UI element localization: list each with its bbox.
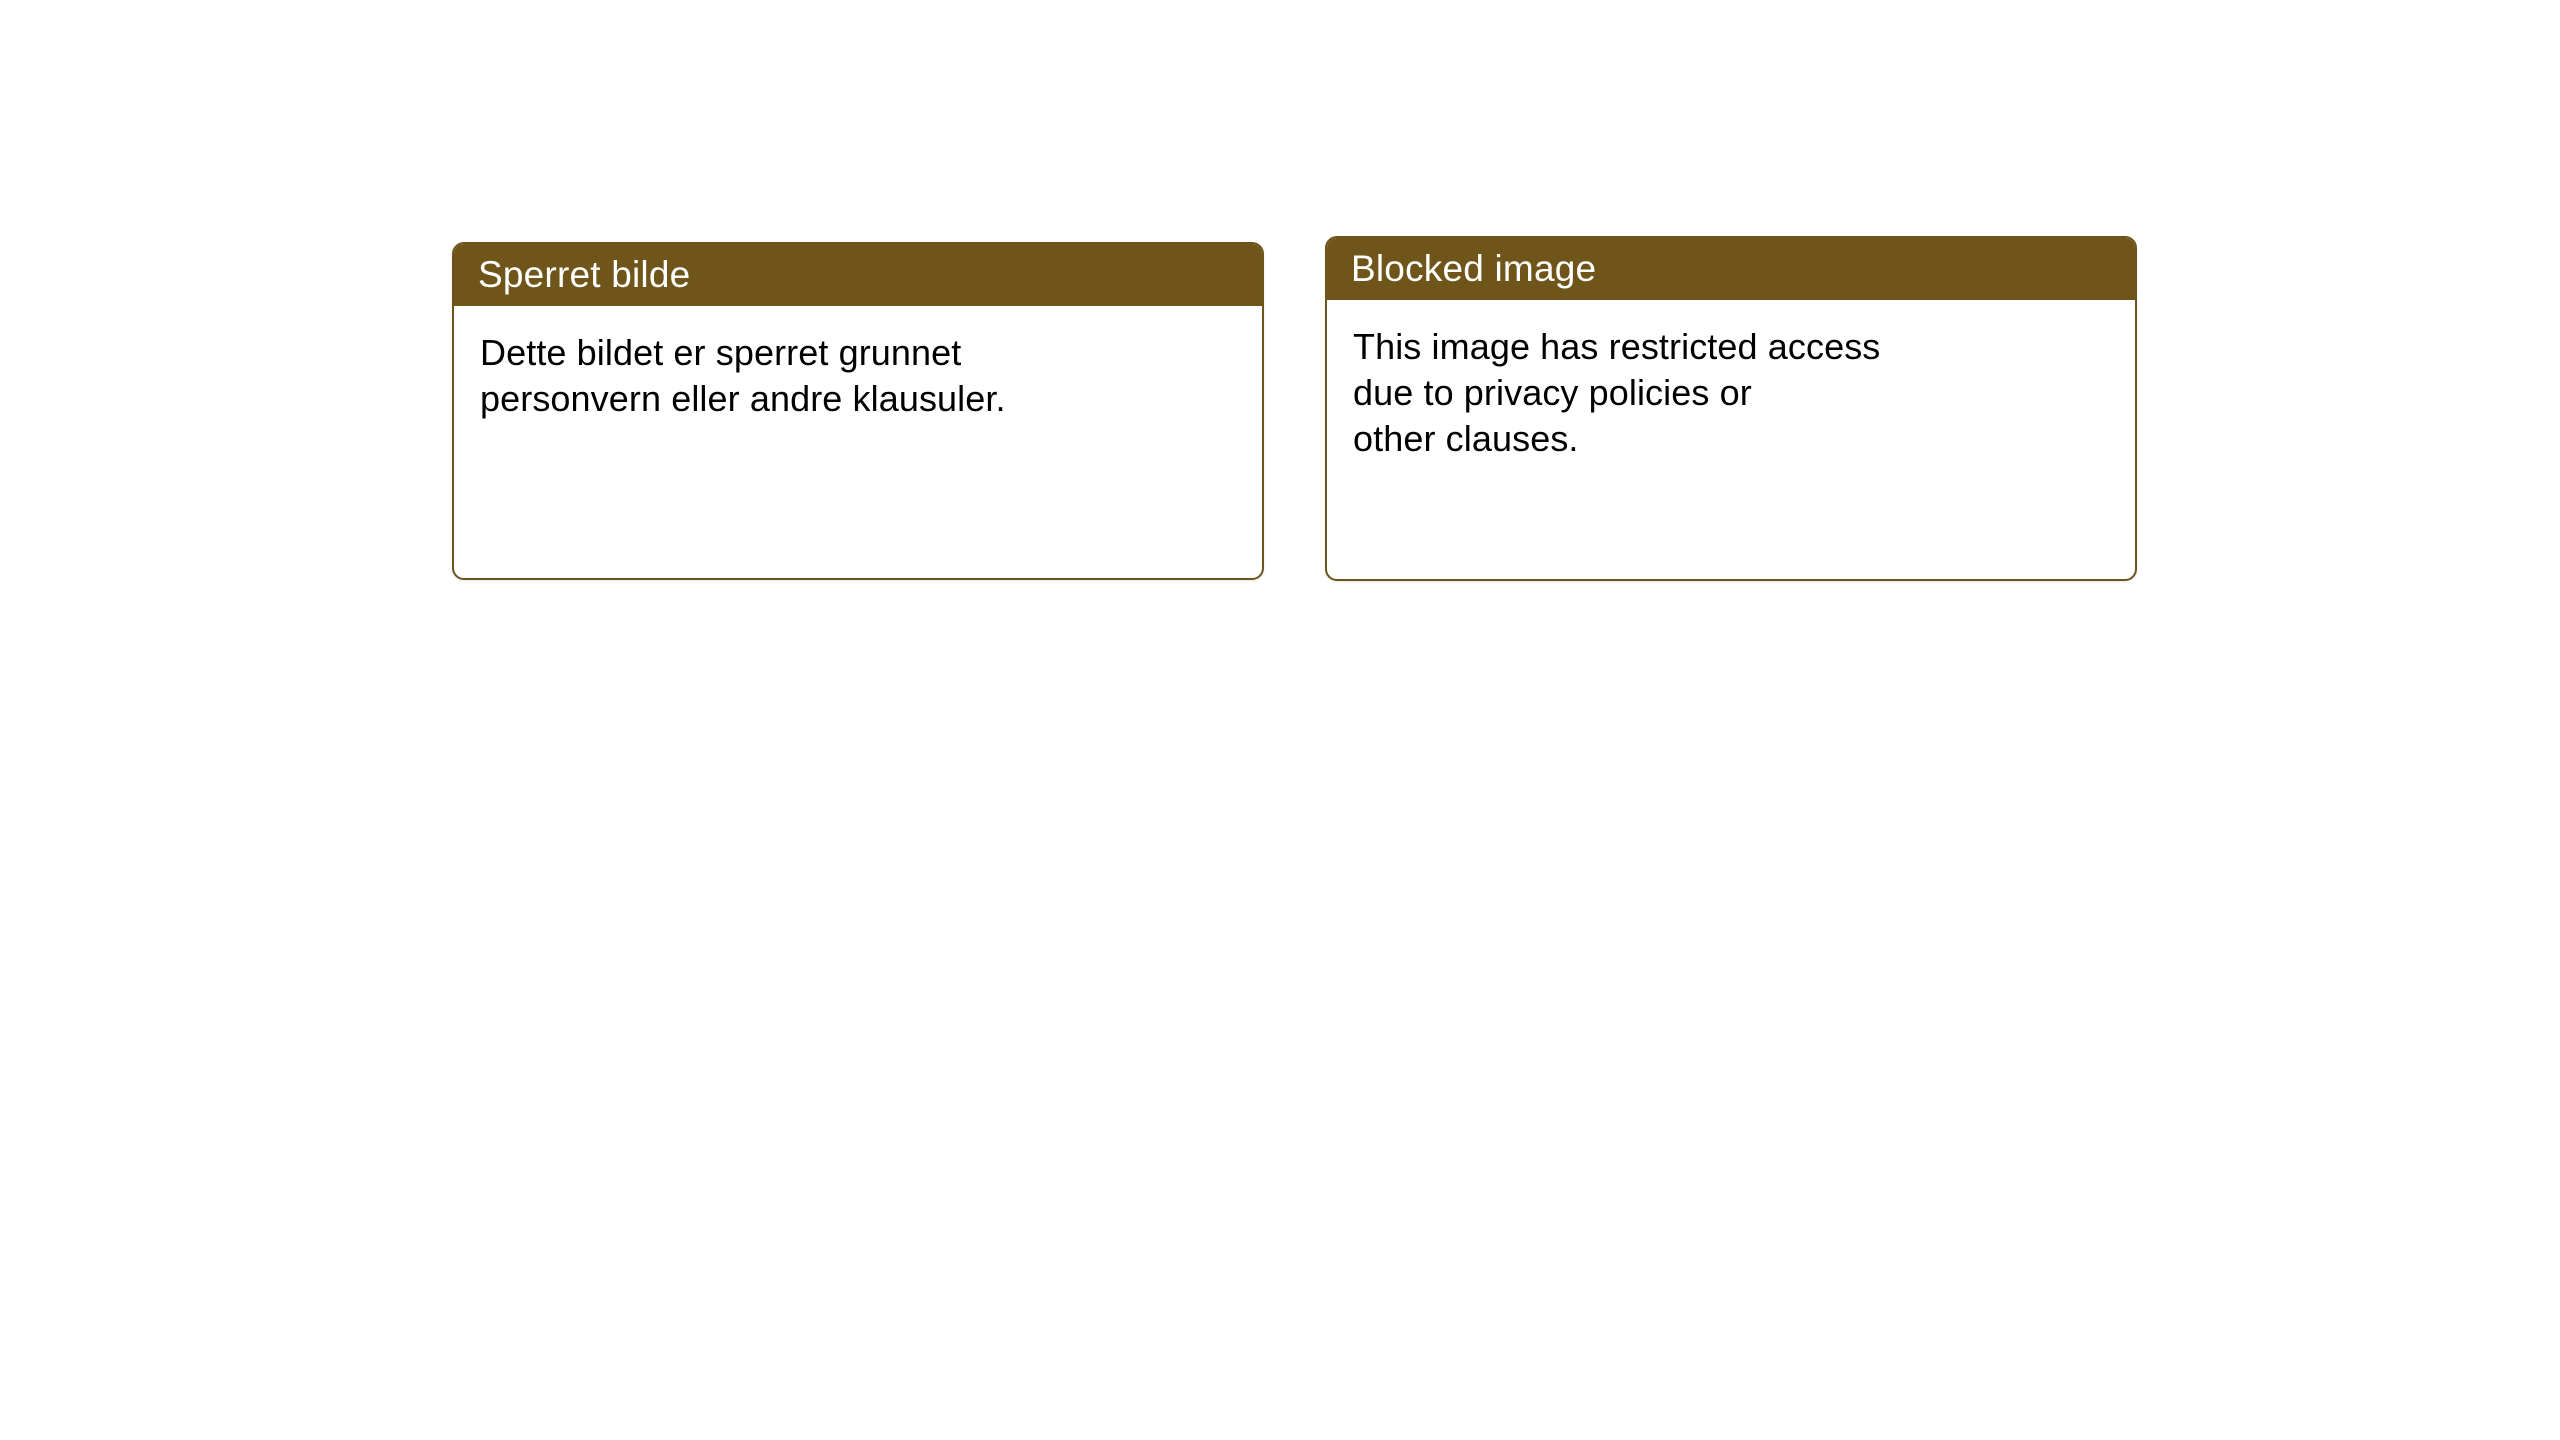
card-body-norwegian: [454, 306, 1262, 422]
card-title-norwegian: Sperret bilde: [454, 244, 1262, 306]
card-body-line: This image has restricted access: [1353, 326, 1881, 367]
card-body-english: [1327, 300, 2135, 462]
card-body-line: Dette bildet er sperret grunnet: [480, 332, 962, 373]
card-title-english: Blocked image: [1327, 238, 2135, 300]
blocked-image-notice-card-english: [1325, 236, 2137, 581]
card-body-line: personvern eller andre klausuler.: [480, 378, 1006, 420]
card-body-line: due to privacy policies or: [1353, 372, 1752, 414]
blocked-image-notice-card-norwegian: [452, 242, 1264, 580]
card-body-line: other clauses.: [1353, 418, 1579, 460]
